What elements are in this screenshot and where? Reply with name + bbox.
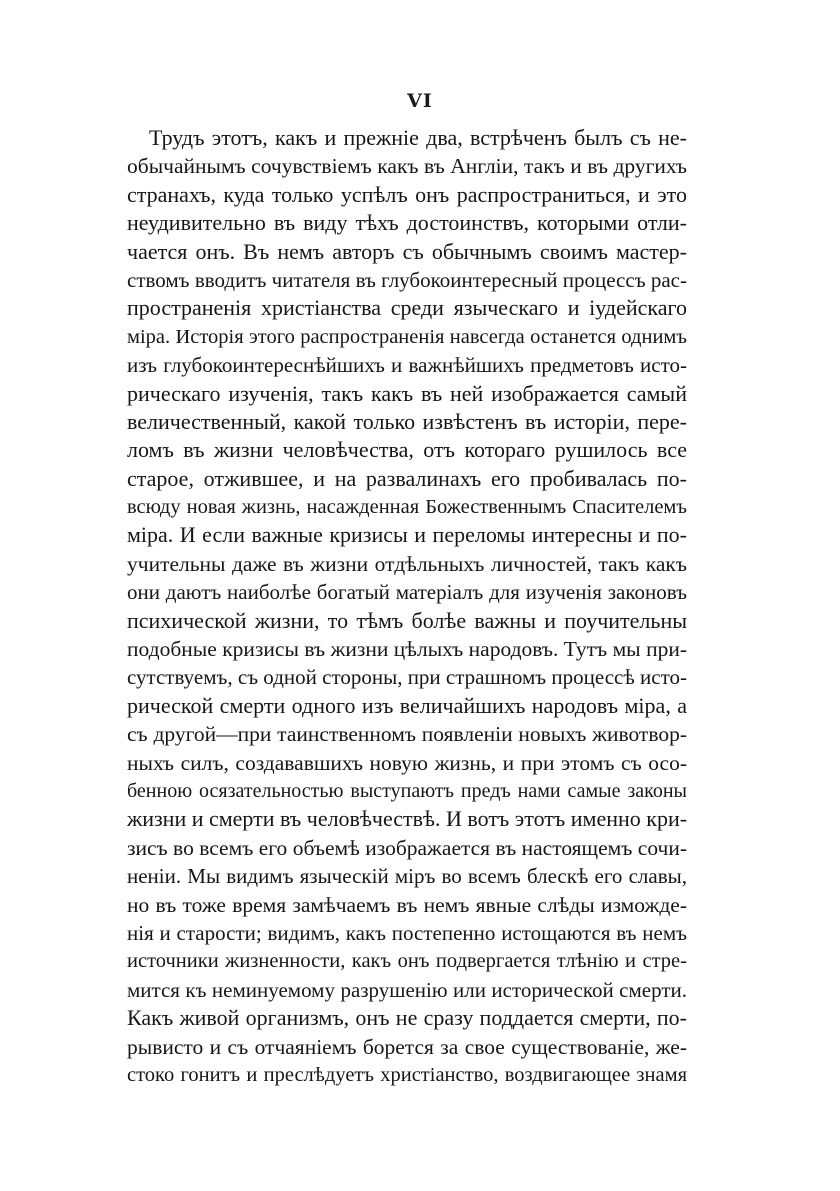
text-line: рывисто и съ отчаяніемъ борется за свое существованіе, же-: [127, 1034, 687, 1059]
text-line: міра. Исторія этого распространенія навсегда останется однимъ: [127, 325, 687, 348]
text-line: мится къ неминуемому разрушенію или исторической смерти.: [127, 977, 687, 1002]
text-line: психической жизни, то тѣмъ болѣе важны и поучительны: [127, 607, 687, 633]
text-line: обычайнымъ сочувствіемъ какъ въ Англіи, такъ и въ другихъ: [127, 154, 687, 179]
text-line: съ другой—при таинственномъ появленіи новыхъ животвор-: [127, 722, 687, 747]
text-line: Трудъ этотъ, какъ и прежніе два, встрѣченъ былъ съ не-: [149, 125, 687, 150]
text-line: ствомъ вводитъ читателя въ глубокоинтересный процессъ рас-: [127, 267, 687, 292]
text-line: старое, отжившее, и на развалинахъ его пробивалась по-: [127, 465, 687, 491]
text-line: зисъ во всемъ его объемѣ изображается въ настоящемъ сочи-: [127, 835, 687, 860]
text-line: сутствуемъ, съ одной стороны, при страшномъ процессѣ исто-: [127, 665, 687, 690]
text-line: неудивительно въ виду тѣхъ достоинствъ, которыми отли-: [127, 210, 687, 236]
text-line: но въ тоже время замѣчаемъ въ немъ явные слѣды изможде-: [127, 892, 687, 917]
page-number: VI: [407, 90, 433, 112]
text-line: они даютъ наиболѣе богатый матеріалъ для изученія законовъ: [127, 580, 687, 605]
text-line: бенною осязательностью выступаютъ предъ нами самые законы: [127, 779, 687, 802]
text-line: рическаго изученія, такъ какъ въ ней изображается самый: [127, 380, 687, 406]
text-line: ломъ въ жизни человѣчества, отъ котораго рушилось все: [127, 437, 687, 463]
text-line: подобные кризисы въ жизни цѣлыхъ народовъ. Тутъ мы при-: [127, 637, 687, 662]
text-line: нія и старости; видимъ, какъ постепенно истощаются въ немъ: [127, 920, 687, 945]
text-line: ныхъ силъ, создававшихъ новую жизнь, и при этомъ съ осо-: [127, 750, 687, 775]
text-line: изъ глубокоинтереснѣйшихъ и важнѣйшихъ предметовъ исто-: [127, 353, 687, 378]
text-line: пространенія христіанства среди языческаго и іудейскаго: [127, 295, 687, 321]
body-text: [127, 124, 687, 1089]
text-line: всюду новая жизнь, насажденная Божественнымъ Спасителемъ: [127, 496, 687, 519]
text-line: неніи. Мы видимъ языческій міръ во всемъ блескѣ его славы,: [127, 864, 687, 889]
text-line: Какъ живой организмъ, онъ не сразу поддается смерти, по-: [127, 1005, 687, 1031]
text-line: міра. И если важные кризисы и переломы интересны и по-: [127, 522, 687, 548]
text-line: источники жизненности, какъ онъ подвергается тлѣнію и стре-: [127, 950, 687, 973]
text-line: жизни и смерти въ человѣчествѣ. И вотъ этотъ именно кри-: [127, 806, 688, 832]
text-line: учительны даже въ жизни отдѣльныхъ личностей, такъ какъ: [127, 551, 687, 576]
text-line: чается онъ. Въ немъ авторъ съ обычнымъ своимъ мастер-: [127, 238, 687, 264]
text-line: рической смерти одного изъ величайшихъ народовъ міра, а: [127, 692, 687, 718]
text-line: стоко гонитъ и преслѣдуетъ христіанство, воздвигающее знамя: [127, 1063, 687, 1086]
text-line: величественный, какой только извѣстенъ въ исторіи, пере-: [127, 408, 687, 434]
text-line: странахъ, куда только успѣлъ онъ распространиться, и это: [127, 181, 687, 207]
